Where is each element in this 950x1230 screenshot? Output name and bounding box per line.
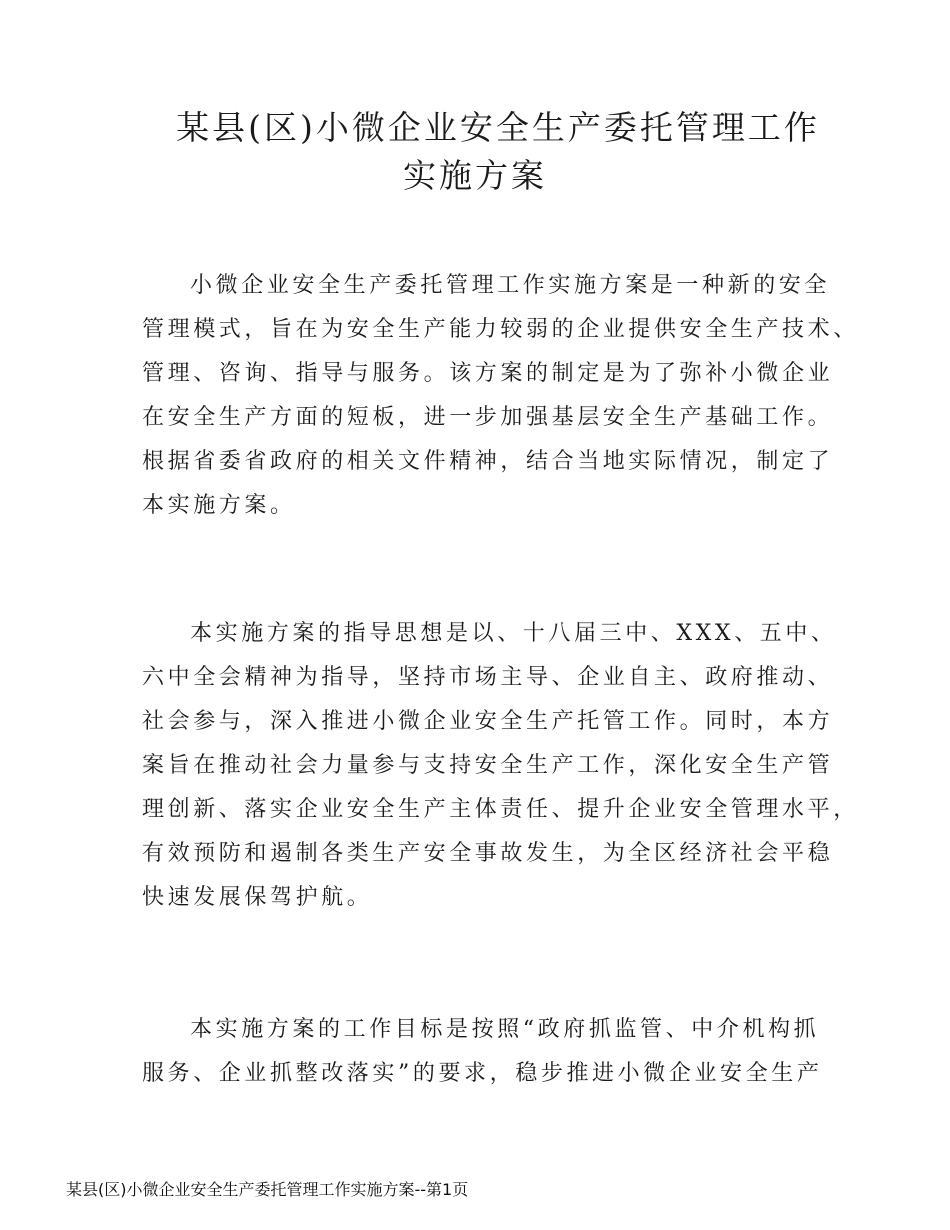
- paragraph-line: 在安全生产方面的短板，进一步加强基层安全生产基础工作。: [142, 405, 834, 430]
- paragraph-line: 有效预防和遏制各类生产安全事故发生，为全区经济社会平稳: [142, 841, 834, 866]
- paragraph-line: 管理、咨询、指导与服务。该方案的制定是为了弥补小微企业: [142, 361, 834, 386]
- paragraph-line: 六中全会精神为指导，坚持市场主导、企业自主、政府推动、: [142, 665, 834, 690]
- page-footer: 某县(区)小微企业安全生产委托管理工作实施方案--第1页: [66, 1180, 469, 1199]
- paragraph-line: 管理模式，旨在为安全生产能力较弱的企业提供安全生产技术、: [142, 317, 859, 342]
- paragraph-line: 根据省委省政府的相关文件精神，结合当地实际情况，制定了: [142, 449, 834, 474]
- paragraph-line: 服务、企业抓整改落实”的要求，稳步推进小微企业安全生产: [142, 1061, 823, 1086]
- document-title-line-1: 某县(区)小微企业安全生产委托管理工作: [176, 108, 820, 147]
- paragraph-guiding-ideology: [142, 612, 859, 920]
- paragraph-line: 本实施方案。: [142, 493, 296, 518]
- paragraph-line: 案旨在推动社会力量参与支持安全生产工作，深化安全生产管: [142, 753, 834, 778]
- paragraph-line: 小微企业安全生产委托管理工作实施方案是一种新的安全: [190, 273, 831, 298]
- paragraph-line: 理创新、落实企业安全生产主体责任、提升企业安全管理水平，: [142, 797, 859, 822]
- paragraph-line: 本实施方案的工作目标是按照“政府抓监管、中介机构抓: [190, 1017, 820, 1042]
- paragraph-work-goals: [142, 1008, 832, 1096]
- document-title-line-2: 实施方案: [403, 156, 547, 195]
- paragraph-line: 快速发展保驾护航。: [142, 885, 373, 910]
- paragraph-line: 本实施方案的指导思想是以、十八届三中、XXX、五中、: [190, 621, 837, 646]
- paragraph-line: 社会参与，深入推进小微企业安全生产托管工作。同时，本方: [142, 709, 834, 734]
- paragraph-intro: [142, 264, 859, 528]
